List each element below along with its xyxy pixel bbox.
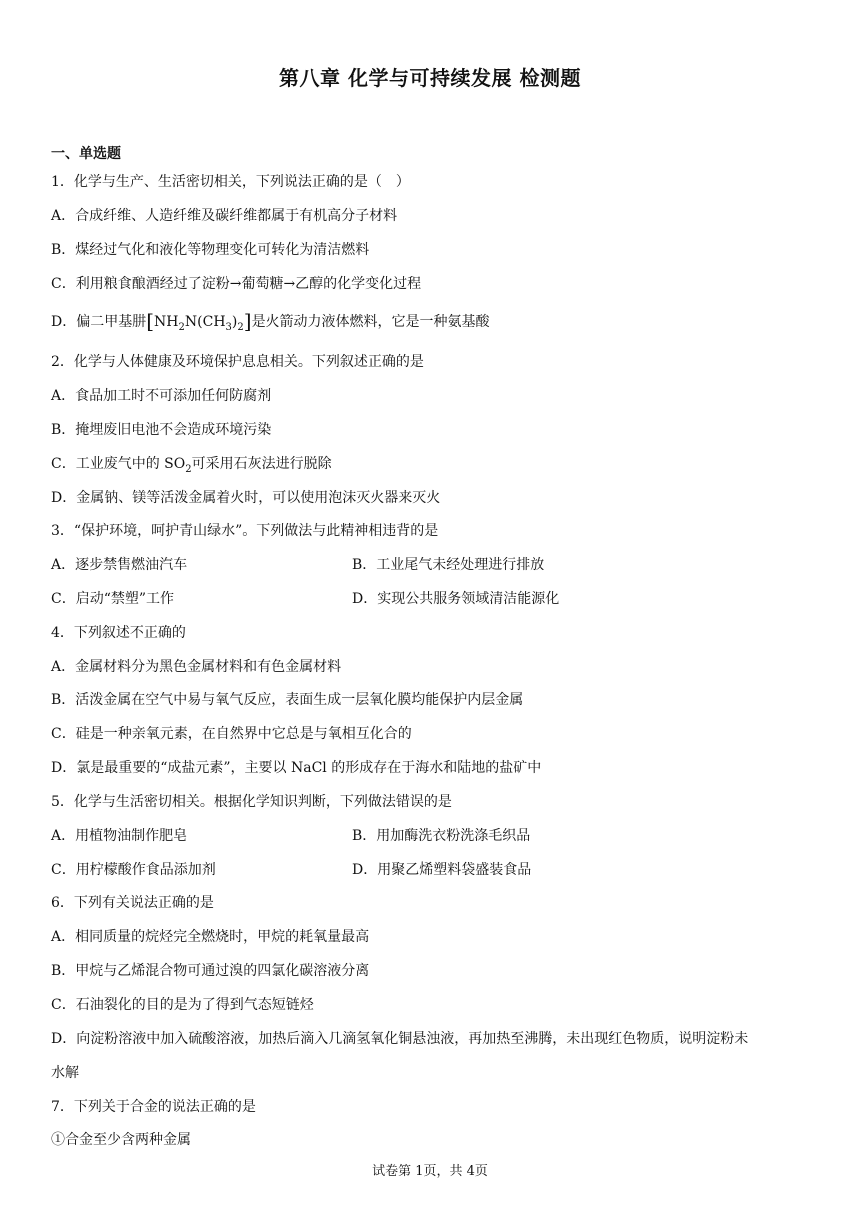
q5-option-b: B．用加酶洗衣粉洗涤毛织品	[352, 828, 531, 844]
q6-option-d-line1: D．向淀粉溶液中加入硫酸溶液，加热后滴入几滴氢氧化铜悬浊液，再加热至沸腾，未出现红色物质，说明淀粉未	[51, 1031, 749, 1047]
q6-option-c: C．石油裂化的目的是为了得到气态短链烃	[51, 997, 314, 1013]
bracket-close-icon: ]	[243, 309, 252, 333]
q6-option-d-line2: 水解	[51, 1065, 79, 1081]
q1-stem: 1．化学与生产、生活密切相关，下列说法正确的是（ ）	[51, 174, 410, 190]
formula-part-nh: NH	[154, 314, 179, 330]
q5-option-d: D．用聚乙烯塑料袋盛装食品	[352, 862, 532, 878]
q2-option-d: D．金属钠、镁等活泼金属着火时，可以使用泡沫灭火器来灭火	[51, 490, 441, 506]
q7-item-1: ①合金至少含两种金属	[51, 1132, 191, 1148]
q1-option-b: B．煤经过气化和液化等物理变化可转化为清洁燃料	[51, 242, 370, 258]
q1-option-c: C．利用粮食酿酒经过了淀粉→葡萄糖→乙醇的化学变化过程	[51, 276, 422, 292]
q2-option-c: C．工业废气中的 $SO_2$可采用石灰法进行脱除	[51, 456, 332, 475]
q2-stem: 2．化学与人体健康及环境保护息息相关。下列叙述正确的是	[51, 354, 424, 370]
q3-stem: 3．“保护环境，呵护青山绿水”。下列做法与此精神相违背的是	[51, 523, 439, 539]
q5-stem: 5．化学与生活密切相关。根据化学知识判断，下列做法错误的是	[51, 794, 452, 810]
q4-option-a: A．金属材料分为黑色金属材料和有色金属材料	[51, 659, 342, 675]
q1-d-prefix: D．偏二甲基肼	[51, 314, 147, 330]
q3-option-b: B．工业尾气未经处理进行排放	[352, 557, 545, 573]
q4-option-c: C．硅是一种亲氧元素，在自然界中它总是与氧相互化合的	[51, 726, 412, 742]
q6-option-a: A．相同质量的烷烃完全燃烧时，甲烷的耗氧量最高	[51, 929, 370, 945]
q7-stem: 7．下列关于合金的说法正确的是	[51, 1099, 256, 1115]
q1-d-formula: $NH_2N(CH_3)_2$	[154, 314, 244, 333]
q6-option-b: B．甲烷与乙烯混合物可通过溴的四氯化碳溶液分离	[51, 963, 370, 979]
q1-option-a: A．合成纤维、人造纤维及碳纤维都属于有机高分子材料	[51, 208, 398, 224]
page-title: 第八章 化学与可持续发展 检测题	[279, 66, 581, 90]
q2-option-a: A．食品加工时不可添加任何防腐剂	[51, 388, 272, 404]
formula-part-ch: CH	[202, 314, 226, 330]
q6-stem: 6．下列有关说法正确的是	[51, 895, 214, 911]
q5-option-c: C．用柠檬酸作食品添加剂	[51, 862, 216, 878]
q5-option-a: A．用植物油制作肥皂	[51, 828, 188, 844]
q4-option-b: B．活泼金属在空气中易与氧气反应，表面生成一层氧化膜均能保护内层金属	[51, 692, 524, 708]
q1-option-d	[51, 309, 490, 338]
q3-option-a: A．逐步禁售燃油汽车	[51, 557, 188, 573]
q4-option-d: D．氯是最重要的“成盐元素”，主要以 NaCl 的形成存在于海水和陆地的盐矿中	[51, 760, 542, 776]
q2-c-suffix: 可采用石灰法进行脱除	[191, 456, 332, 472]
q3-option-c: C．启动“禁塑”工作	[51, 591, 175, 607]
section-heading: 一、单选题	[51, 146, 121, 162]
q3-option-d: D．实现公共服务领域清洁能源化	[352, 591, 560, 607]
formula-part-n: N	[184, 314, 198, 330]
q1-d-suffix: 是火箭动力液体燃料，它是一种氨基酸	[251, 314, 490, 330]
q2-option-b: B．掩埋废旧电池不会造成环境污染	[51, 422, 272, 438]
q4-stem: 4．下列叙述不正确的	[51, 625, 186, 641]
page-footer: 试卷第 1页，共 4页	[372, 1164, 488, 1179]
bracket-open-icon: [	[146, 309, 155, 333]
q2-c-prefix: C．工业废气中的 SO	[51, 456, 186, 472]
